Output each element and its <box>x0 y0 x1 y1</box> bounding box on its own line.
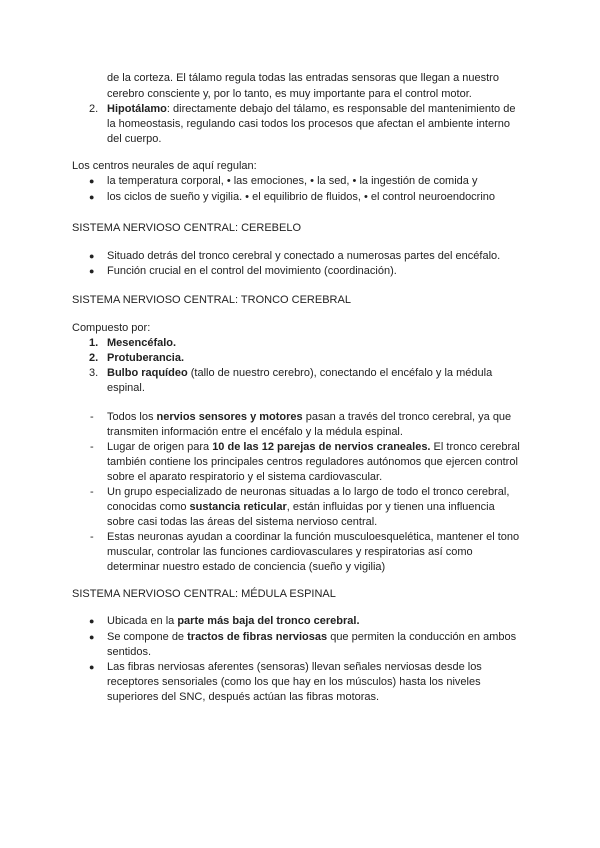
list-item-text <box>107 410 511 424</box>
paragraph-line: muscular, controlar las funciones cardiovasculares y respiratorias así como <box>107 546 473 558</box>
text-span: Se compone de <box>107 631 188 643</box>
section-heading: SISTEMA NERVIOSO CENTRAL: TRONCO CEREBRAL <box>72 294 351 306</box>
bullet-icon: ● <box>89 662 95 672</box>
term-bold: 10 de las 12 parejas de nervios craneales. <box>212 441 431 453</box>
text-span: que permiten la conducción en ambos <box>327 631 517 643</box>
text-span: Ubicada en la <box>107 615 178 627</box>
list-item-text <box>107 366 492 380</box>
paragraph-line: Compuesto por: <box>72 322 151 334</box>
list-item-text <box>107 630 516 644</box>
list-item-text: la temperatura corporal, • las emociones, • la sed, • la ingestión de comida y <box>107 175 478 187</box>
paragraph-line: la homeostasis, regulando casi todos los procesos que afectan el ambiente interno <box>107 118 510 130</box>
text-span: pasan a través del tronco cerebral, ya que <box>302 411 512 423</box>
bullet-icon: ● <box>89 616 95 626</box>
list-item-text <box>107 102 515 116</box>
section-heading: SISTEMA NERVIOSO CENTRAL: CEREBELO <box>72 222 302 234</box>
list-number: 3. <box>89 367 99 379</box>
paragraph-line: también contiene los principales centros reguladores autónomos que ejercen control <box>107 456 518 468</box>
text-span: (tallo de nuestro cerebro), conectando el encéfalo y la médula <box>187 367 493 379</box>
list-item-text: Protuberancia. <box>107 352 185 364</box>
text-span: El tronco cerebral <box>430 441 520 453</box>
list-item-text: Las fibras nerviosas aferentes (sensoras) llevan señales nerviosas desde los <box>107 661 482 673</box>
list-item-text <box>107 614 360 628</box>
list-number: 1. <box>89 337 99 349</box>
bullet-icon: ● <box>89 251 95 261</box>
dash-marker: - <box>90 486 94 498</box>
list-item-text: Mesencéfalo. <box>107 337 177 349</box>
paragraph-line: Los centros neurales de aquí regulan: <box>72 160 257 172</box>
paragraph-line: transmiten información entre el encéfalo y la médula espinal. <box>107 426 403 438</box>
list-item-text: Estas neuronas ayudan a coordinar la función musculoesquelética, mantener el tono <box>107 531 520 543</box>
text-span: : directamente debajo del tálamo, es responsable del mantenimiento de <box>166 103 516 115</box>
dash-marker: - <box>90 411 94 423</box>
paragraph-line: determinar nuestro estado de conciencia (sueño y vigilia) <box>107 561 386 573</box>
paragraph-line: sobre el aparato respiratorio y el sistema cardiovascular. <box>107 471 383 483</box>
term-bold: parte más baja del tronco cerebral. <box>177 615 360 627</box>
list-item-text: Función crucial en el control del movimiento (coordinación). <box>107 265 397 277</box>
text-span: , están influidas por y tienen una influencia <box>286 501 495 513</box>
text-span: Lugar de origen para <box>107 441 213 453</box>
term-bold: Hipotálamo <box>107 103 167 115</box>
dash-marker: - <box>90 531 94 543</box>
section-heading: SISTEMA NERVIOSO CENTRAL: MÉDULA ESPINAL <box>72 588 336 600</box>
term-bold: Bulbo raquídeo <box>107 367 188 379</box>
paragraph-line: superiores del SNC, después actúan las fibras motoras. <box>107 691 380 703</box>
paragraph-line: de la corteza. El tálamo regula todas las entradas sensoras que llegan a nuestro <box>107 72 499 84</box>
term-bold: sustancia reticular <box>189 501 287 513</box>
list-item-text: Situado detrás del tronco cerebral y conectado a numerosas partes del encéfalo. <box>107 250 501 262</box>
bullet-icon: ● <box>89 266 95 276</box>
bullet-icon: ● <box>89 176 95 186</box>
paragraph-line: cerebro consciente y, por lo tanto, es muy importante para el control motor. <box>107 88 472 100</box>
list-item-text: los ciclos de sueño y vigilia. • el equilibrio de fluidos, • el control neuroendocrino <box>107 191 496 203</box>
paragraph-line: espinal. <box>107 382 145 394</box>
list-number: 2. <box>89 103 99 115</box>
bullet-icon: ● <box>89 632 95 642</box>
bullet-icon: ● <box>89 192 95 202</box>
dash-marker: - <box>90 441 94 453</box>
term-bold: tractos de fibras nerviosas <box>187 631 328 643</box>
text-span: Todos los <box>107 411 157 423</box>
term-bold: nervios sensores y motores <box>156 411 303 423</box>
list-item-text: Un grupo especializado de neuronas situadas a lo largo de todo el tronco cerebral, <box>107 486 510 498</box>
paragraph-line: sobre casi todas las áreas del sistema nervioso central. <box>107 516 378 528</box>
paragraph-line: receptores sensoriales (como los que hay en los músculos) hasta los niveles <box>107 676 481 688</box>
text-span: conocidas como <box>107 501 190 513</box>
paragraph-line: del cuerpo. <box>107 133 162 145</box>
list-item-text <box>107 500 495 514</box>
list-number: 2. <box>89 352 99 364</box>
list-item-text <box>107 440 520 454</box>
paragraph-line: sentidos. <box>107 646 152 658</box>
